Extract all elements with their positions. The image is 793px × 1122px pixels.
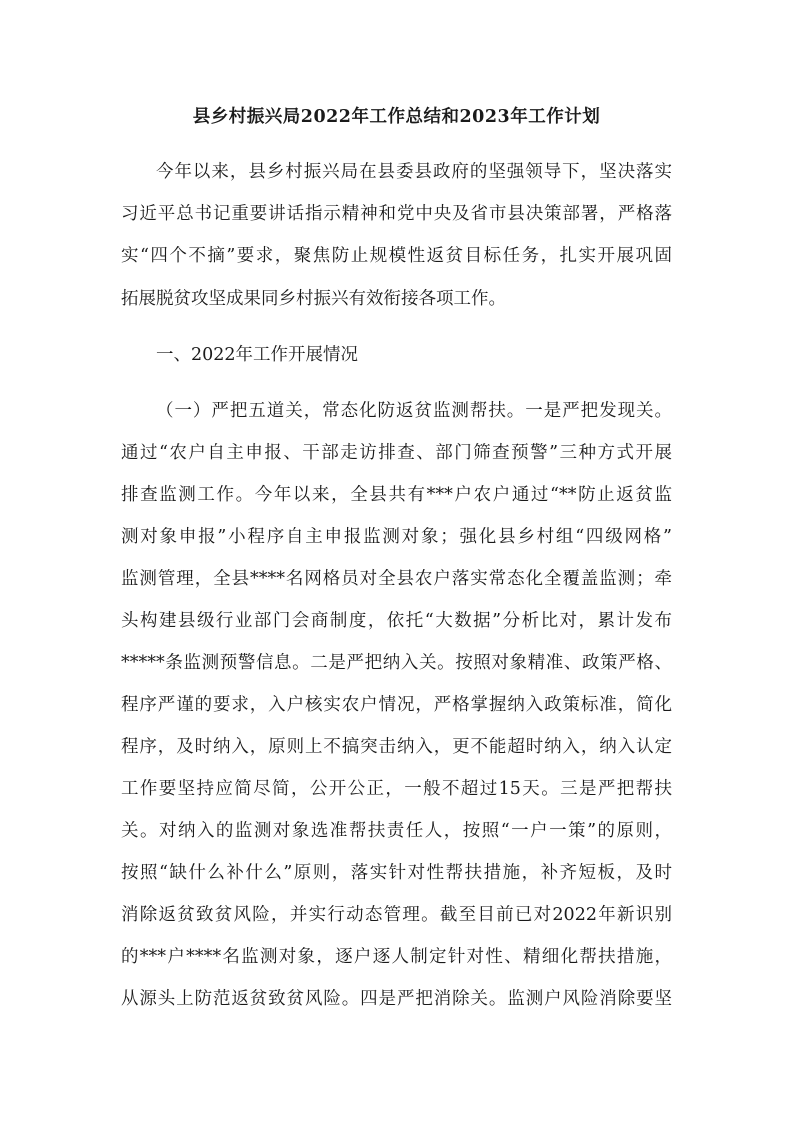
document-title: 县乡村振兴局2022年工作总结和2023年工作计划 xyxy=(192,107,601,127)
body-line: 头构建县级行业部门会商制度，依托“大数据”分析比对，累计发布 xyxy=(121,611,672,631)
section-heading: 一、2022年工作开展情况 xyxy=(156,345,359,365)
body-line: 程序严谨的要求，入户核实农户情况，严格掌握纳入政策标准，简化 xyxy=(121,695,672,715)
intro-line: 实“四个不摘”要求，聚焦防止规模性返贫目标任务，扎实开展巩固 xyxy=(121,246,672,266)
body-line: 排查监测工作。今年以来，全县共有***户农户通过“**防止返贫监 xyxy=(121,485,672,505)
body-line: （一）严把五道关，常态化防返贫监测帮扶。一是严把发现关。 xyxy=(156,401,672,421)
body-line: 通过“农户自主申报、干部走访排查、部门筛查预警”三种方式开展 xyxy=(121,443,672,463)
body-line: 的***户****名监测对象，逐户逐人制定针对性、精细化帮扶措施， xyxy=(121,947,672,967)
body-line: 按照“缺什么补什么”原则，落实针对性帮扶措施，补齐短板，及时 xyxy=(121,863,672,883)
body-line: 从源头上防范返贫致贫风险。四是严把消除关。监测户风险消除要坚 xyxy=(121,989,672,1009)
body-line: 测对象申报”小程序自主申报监测对象；强化县乡村组“四级网格” xyxy=(121,527,672,547)
intro-line: 习近平总书记重要讲话指示精神和党中央及省市县决策部署，严格落 xyxy=(121,204,672,224)
intro-line: 拓展脱贫攻坚成果同乡村振兴有效衔接各项工作。 xyxy=(121,289,506,309)
body-line: 消除返贫致贫风险，并实行动态管理。截至目前已对2022年新识别 xyxy=(121,905,672,925)
body-line: 程序，及时纳入，原则上不搞突击纳入，更不能超时纳入，纳入认定 xyxy=(121,737,672,757)
body-line: 监测管理，全县****名网格员对全县农户落实常态化全覆盖监测；牵 xyxy=(121,569,672,589)
body-line: *****条监测预警信息。二是严把纳入关。按照对象精准、政策严格、 xyxy=(121,653,672,673)
body-line: 关。对纳入的监测对象选准帮扶责任人，按照“一户一策”的原则， xyxy=(121,821,672,841)
intro-line: 今年以来，县乡村振兴局在县委县政府的坚强领导下，坚决落实 xyxy=(156,162,672,182)
body-line: 工作要坚持应简尽简，公开公正，一般不超过15天。三是严把帮扶 xyxy=(121,779,672,799)
